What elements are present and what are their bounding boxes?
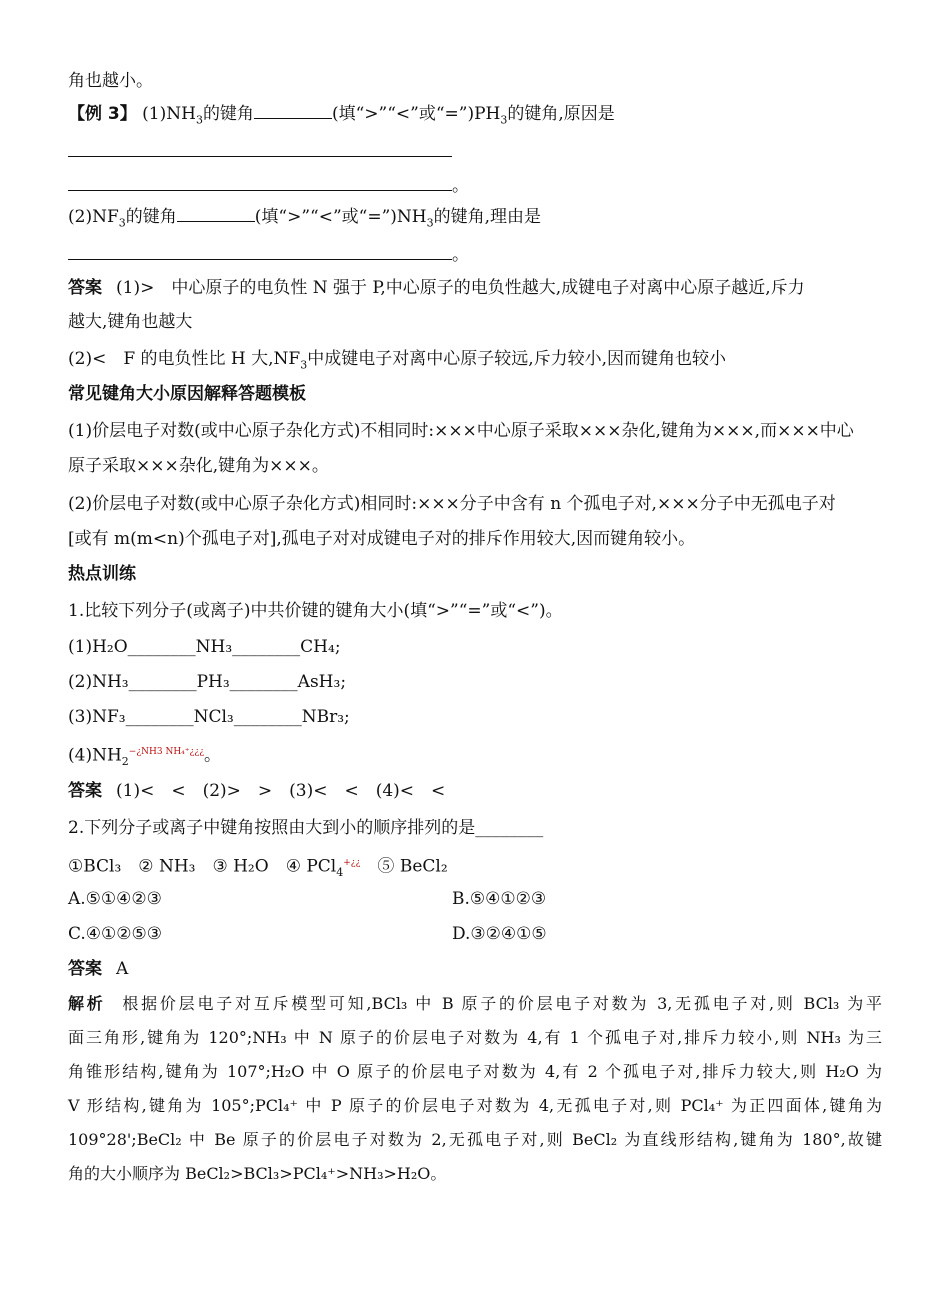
option-c[interactable]: C.④①②⑤③ [68, 924, 163, 944]
answer-line[interactable] [68, 190, 452, 191]
option-d[interactable]: D.③②④①⑤ [452, 924, 547, 944]
option-a[interactable]: A.⑤①④②③ [68, 889, 162, 909]
answer-2-line: (2)< F 的电负性比 H 大$,NF_3$中成键电子对离中心原子较远,斥力较小,因而键角也较小 [68, 349, 727, 372]
explanation-label: 解析 [68, 994, 106, 1013]
answer-label: 答案 [68, 278, 102, 298]
explanation-line-6: 角的大小顺序为 BeCl₂>BCl₃>PCl₄⁺>NH₃>H₂O。 [68, 1164, 447, 1183]
template-1-line-2: 原子采取×××杂化,键角为×××。 [68, 456, 329, 476]
explanation-line-3: 角锥形结构,键角为 107°;H₂O 中 O 原子的价层电子对数为 4,有 2 个孤电子对,排斥力较大,则 H₂O 为 [68, 1062, 882, 1081]
option-b[interactable]: B.⑤④①②③ [452, 889, 547, 909]
hot-training-title: 热点训练 [68, 564, 136, 584]
answer-label: 答案 [68, 959, 102, 979]
explanation-line-5: 109°28';BeCl₂ 中 Be 原子的价层电子对数为 2,无孤电子对,则 BeCl₂ 为直线形结构,键角为 180°,故键 [68, 1130, 882, 1149]
answer-blank[interactable] [177, 206, 255, 222]
question-1: 1.比较下列分子(或离子)中共价键的键角大小(填“>”“=”或“<”)。 [68, 601, 563, 621]
period: 。 [452, 245, 469, 265]
question-1-part-2: (2)NH₃________PH₃________AsH₃; [68, 672, 347, 692]
explanation-line-2: 面三角形,键角为 120°;NH₃ 中 N 原子的价层电子对数为 4,有 1 个孤电子对,排斥力较小,则 NH₃ 为三 [68, 1028, 882, 1047]
answer-line[interactable] [68, 156, 452, 157]
question-1-part-3: (3)NF₃________NCl₃________NBr₃; [68, 707, 350, 727]
example-label: 【例 3】 [68, 104, 137, 124]
question-1-part-1: (1)H₂O________NH₃________CH₄; [68, 637, 341, 657]
answer-1-line-1: 答案 (1)> 中心原子的电负性 N 强于 P,中心原子的电负性越大,成键电子对离中心原子越近,斥力 [68, 278, 805, 298]
explanation-line-1: 解析 根据价层电子对互斥模型可知,BCl₃ 中 B 原子的价层电子对数为 3,无孤电子对,则 BCl₃ 为平 [68, 994, 882, 1013]
answer-question-1: 答案 (1)< < (2)> > (3)< < (4)< < [68, 781, 446, 801]
answer-question-2: 答案 A [68, 959, 129, 979]
period: 。 [452, 176, 469, 196]
template-2-line-1: (2)价层电子对数(或中心原子杂化方式)相同时:×××分子中含有 n 个孤电子对,×××分子中无孤电子对 [68, 494, 836, 514]
question-1-part-4: $(4)NH_2^{-¿NH3 NH_4^+¿¿¿}$。 [68, 745, 222, 769]
question-2-options: ①BCl₃ ② NH₃ ③ H₂O ④ PCl$_4$+¿¿ ⑤ BeCl₂ [68, 856, 448, 880]
answer-blank[interactable] [254, 103, 332, 119]
explanation-line-4: V 形结构,键角为 105°;PCl₄⁺ 中 P 原子的价层电子对数为 4,无孤电子对,则 PCl₄⁺ 为正四面体,键角为 [68, 1096, 882, 1115]
answer-line[interactable] [68, 259, 452, 260]
answer-label: 答案 [68, 781, 102, 801]
example-3-question-1: 【例 3】 $(1)NH_3$的键角 (填“>”“<”或“$=”)PH_3$的键角,原因是 [68, 104, 615, 127]
template-2-line-2: [或有 m(m<n)个孤电子对],孤电子对对成键电子对的排斥作用较大,因而键角较小。 [68, 529, 696, 549]
text-line: 角也越小。 [68, 71, 153, 91]
example-3-question-2: $(2)NF_3$的键角 (填“>”“<”或“$=”)NH_3$的键角,理由是 [68, 207, 542, 230]
template-1-line-1: (1)价层电子对数(或中心原子杂化方式)不相同时:×××中心原子采取×××杂化,键角为×××,而×××中心 [68, 421, 854, 441]
template-title: 常见键角大小原因解释答题模板 [68, 384, 306, 404]
question-2: 2.下列分子或离子中键角按照由大到小的顺序排列的是________ [68, 818, 544, 838]
answer-1-line-2: 越大,键角也越大 [68, 312, 193, 332]
